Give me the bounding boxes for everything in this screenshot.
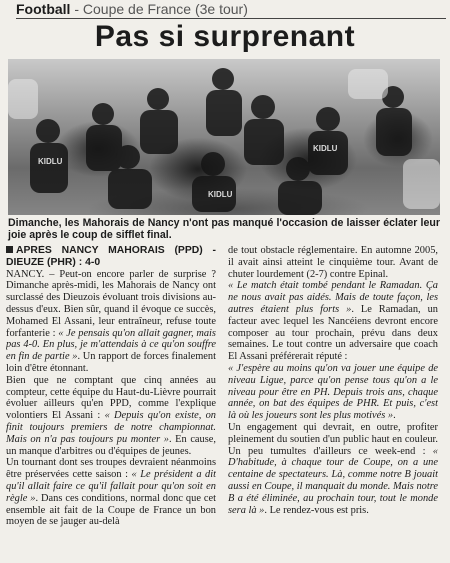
rubric-competition: Coupe de France (3e tour): [82, 1, 248, 17]
paragraph: [228, 280, 438, 363]
shirt-lettering-2: KIDLU: [208, 190, 233, 199]
quote-run: « Depuis qu'on existe, on finit toujours premiers de notre championnat. Mais on n'a pas toujours pu monter »: [6, 410, 216, 445]
text-run: . Un rapport de forces finalement loin d'être étonnant.: [6, 351, 216, 374]
shirt-lettering-1: KIDLU: [38, 157, 63, 166]
paragraph: [6, 457, 216, 528]
team-photo-figures: [8, 59, 440, 215]
paragraph: [6, 375, 216, 458]
photo-caption: Dimanche, les Mahorais de Nancy n'ont pas manqué l'occasion de laisser éclater leur joie après le coup de sifflet final.: [8, 217, 440, 241]
text-run: . Le rendez-vous est pris.: [264, 504, 369, 516]
headline: Pas si surprenant: [94, 20, 356, 53]
article-column-1: [6, 245, 216, 563]
text-run: . Dans ces conditions, normal donc que cet ensemble ait fait de la Coupe de France un bon moyen de se jauger au-delà: [6, 492, 216, 528]
quote-run: « J'espère au moins qu'on va jouer une équipe de niveau Ligue, parce qu'on pense tous qu'on a le niveau pour être en PH. Depuis trois ans, chaque année, on bat des équipes de PHR. Et puis, c'est là où les joueurs sont les plus motivés »: [228, 362, 438, 422]
text-run: . En cause, un manque d'arbitres ou d'équipes de jeunes.: [6, 433, 216, 457]
text-run: Un engagement qui devrait, en outre, profiter pleinement du soutien d'un public haut en couleur. Un peu tumultes d'ailleurs ce week-end :: [228, 421, 438, 457]
article-column-2: [228, 245, 438, 563]
quote-run: « Le match était tombé pendant le Ramadan. Ça ne nous avait pas aidés. Mais de toute façon, les autres étaient plus forts »: [228, 280, 438, 315]
article-body: [6, 245, 446, 563]
paragraph: [228, 245, 438, 280]
team-photo: [8, 59, 440, 215]
text-run: . Le Ramadan, un facteur avec lequel les Nancéiens devront encore composer au tour prochain, prévu dans deux semaines. Le tout contre un adversaire que coach El Assani préférerait réputé :: [228, 303, 438, 363]
quote-run: « Je pensais qu'on allait gagner, mais pas 4-0. En plus, je m'attendais à ce qu'on souffre en fin de partie »: [6, 327, 216, 363]
rubric-separator: -: [70, 1, 83, 17]
quote-run: « Le président a dit qu'il allait faire ce qu'il fallait pour qu'on soit en règle »: [6, 469, 216, 504]
text-run: Bien que ne comptant que cinq années au compteur, cette équipe du Haut-du-Lièvre pourrait évoluer ailleurs qu'en PPD, comme l'explique volontiers El Assani :: [6, 374, 216, 422]
paragraph: [6, 269, 216, 375]
text-run: .: [393, 410, 396, 422]
paragraph: [228, 363, 438, 422]
text-run: Un tournant dont ses troupes devraient néanmoins être préservées cette saison :: [6, 457, 216, 481]
rubric-sport: Football: [16, 1, 71, 17]
square-bullet-icon: [6, 246, 13, 253]
paragraph: [228, 422, 438, 516]
kicker-text: APRÈS NANCY MAHORAIS (PPD) - DIEUZE (PHR) : 4-0: [6, 245, 216, 268]
quote-run: « D'habitude, à chaque tour de Coupe, on a une centaine de spectateurs. Là, comme notre B jouait aussi en Coupe, il manquait du monde. Mais notre B a été éliminée, au prochain tour, tout le monde sera là »: [228, 445, 438, 516]
text-run: de tout obstacle réglementaire. En automne 2005, il avait ainsi atteint le cinquième tour. Avant de chuter lourdement (2-7) contre Epinal.: [228, 245, 438, 280]
text-run: NANCY. – Peut-on encore parler de surprise ? Dimanche après-midi, les Mahorais de Nancy ont surclassé des Dieuzois évoluant trois divisions au-dessus d'eux. Bien sûr, quand il évoque ce succès, Mohamed El Assani, leur entraîneur, refuse toute forfanterie :: [6, 268, 216, 339]
shirt-lettering-3: KIDLU: [313, 144, 338, 153]
article-kicker: [6, 245, 216, 269]
